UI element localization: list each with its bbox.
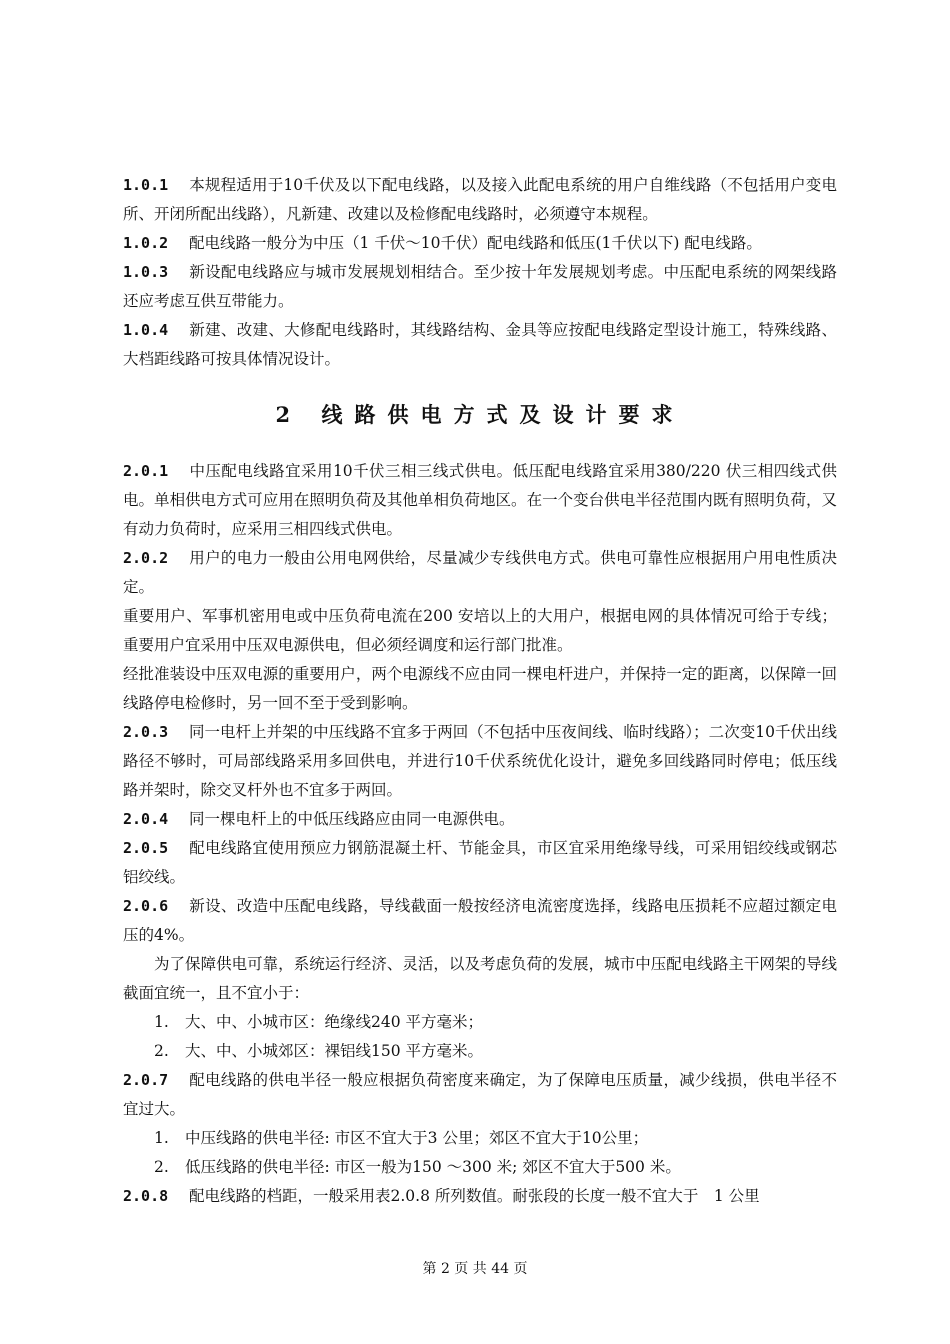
list-item	[123, 1153, 837, 1182]
clause-text: 同一棵电杆上的中低压线路应由同一电源供电。	[189, 810, 515, 828]
clause-number: 1.0.2	[123, 234, 169, 252]
list-text: 中压线路的供电半径: 市区不宜大于3 公里；郊区不宜大于10公里；	[185, 1129, 649, 1147]
list-text: 大、中、小城郊区：裸铝线150 平方毫米。	[185, 1042, 484, 1060]
clause-2-0-6	[123, 892, 837, 950]
clause-text: 配电线路的档距，一般采用表2.0.8 所列数值。耐张段的长度一般不宜大于 1 公里	[189, 1187, 760, 1205]
clause-2-0-5	[123, 834, 837, 892]
section-heading: 2 线路供电方式及设计要求	[275, 402, 685, 427]
clause-text: 本规程适用于10千伏及以下配电线路，以及接入此配电系统的用户自维线路（不包括用户变电所、开闭所配出线路），凡新建、改建以及检修配电线路时，必须遵守本规程。	[123, 176, 837, 223]
clause-2-0-2	[123, 544, 837, 602]
clause-1-0-1	[123, 171, 837, 229]
list-marker: 2.	[154, 1042, 169, 1060]
list-item	[123, 1008, 837, 1037]
list-marker: 1.	[154, 1129, 169, 1147]
clause-1-0-3	[123, 258, 837, 316]
clause-2-0-4	[123, 805, 837, 834]
clause-2-0-1	[123, 457, 837, 544]
clause-2-0-3	[123, 718, 837, 805]
clause-text: 新设配电线路应与城市发展规划相结合。至少按十年发展规划考虑。中压配电系统的网架线路还应考虑互供互带能力。	[123, 263, 837, 310]
document-body	[123, 171, 837, 1211]
clause-text: 配电线路的供电半径一般应根据负荷密度来确定，为了保障电压质量，减少线损，供电半径不宜过大。	[123, 1071, 837, 1118]
clause-number: 2.0.5	[123, 839, 169, 857]
list-marker: 1.	[154, 1013, 169, 1031]
clause-number: 2.0.4	[123, 810, 169, 828]
clause-1-0-2	[123, 229, 837, 258]
clause-2-0-7	[123, 1066, 837, 1124]
clause-number: 1.0.1	[123, 176, 169, 194]
paragraph: 为了保障供电可靠，系统运行经济、灵活，以及考虑负荷的发展，城市中压配电线路主干网架的导线截面宜统一，且不宜小于：	[123, 955, 837, 1002]
list-item	[123, 1124, 837, 1153]
clause-text: 新设、改造中压配电线路，导线截面一般按经济电流密度选择，线路电压损耗不应超过额定电压的4%。	[123, 897, 837, 944]
clause-text: 新建、改建、大修配电线路时，其线路结构、金具等应按配电线路定型设计施工，特殊线路、大档距线路可按具体情况设计。	[123, 321, 837, 368]
clause-number: 2.0.2	[123, 549, 169, 567]
paragraph: 经批准装设中压双电源的重要用户，两个电源线不应由同一棵电杆进户，并保持一定的距离，以保障一回线路停电检修时，另一回不至于受到影响。	[123, 665, 837, 712]
clause-number: 2.0.8	[123, 1187, 169, 1205]
clause-2-0-8	[123, 1182, 837, 1211]
page-footer: 第 2 页 共 44 页	[422, 1261, 528, 1277]
clause-number: 1.0.4	[123, 321, 169, 339]
clause-number: 1.0.3	[123, 263, 169, 281]
clause-text: 同一电杆上并架的中压线路不宜多于两回（不包括中压夜间线、临时线路）；二次变10千伏出线路径不够时，可局部线路采用多回供电，并进行10千伏系统优化设计，避免多回线路同时停电；低压线路并架时，除交叉杆外也不宜多于两回。	[123, 723, 837, 799]
clause-text: 用户的电力一般由公用电网供给，尽量减少专线供电方式。供电可靠性应根据用户用电性质决定。	[123, 549, 837, 596]
clause-number: 2.0.6	[123, 897, 169, 915]
clause-number: 2.0.7	[123, 1071, 169, 1089]
clause-text: 中压配电线路宜采用10千伏三相三线式供电。低压配电线路宜采用380/220 伏三相四线式供电。单相供电方式可应用在照明负荷及其他单相负荷地区。在一个变台供电半径范围内既有照明负荷，又有动力负荷时，应采用三相四线式供电。	[123, 462, 837, 538]
list-text: 低压线路的供电半径: 市区一般为150 ～300 米; 郊区不宜大于500 米。	[185, 1158, 681, 1176]
list-text: 大、中、小城市区：绝缘线240 平方毫米；	[185, 1013, 484, 1031]
clause-text: 配电线路一般分为中压（1 千伏～10千伏）配电线路和低压(1千伏以下) 配电线路。	[189, 234, 762, 252]
list-marker: 2.	[154, 1158, 169, 1176]
paragraph: 重要用户、军事机密用电或中压负荷电流在200 安培以上的大用户，根据电网的具体情况可给于专线；重要用户宜采用中压双电源供电，但必须经调度和运行部门批准。	[123, 607, 837, 654]
clause-text: 配电线路宜使用预应力钢筋混凝土杆、节能金具，市区宜采用绝缘导线，可采用铝绞线或钢芯铝绞线。	[123, 839, 837, 886]
list-item	[123, 1037, 837, 1066]
clause-number: 2.0.1	[123, 462, 169, 480]
clause-1-0-4	[123, 316, 837, 374]
clause-number: 2.0.3	[123, 723, 169, 741]
